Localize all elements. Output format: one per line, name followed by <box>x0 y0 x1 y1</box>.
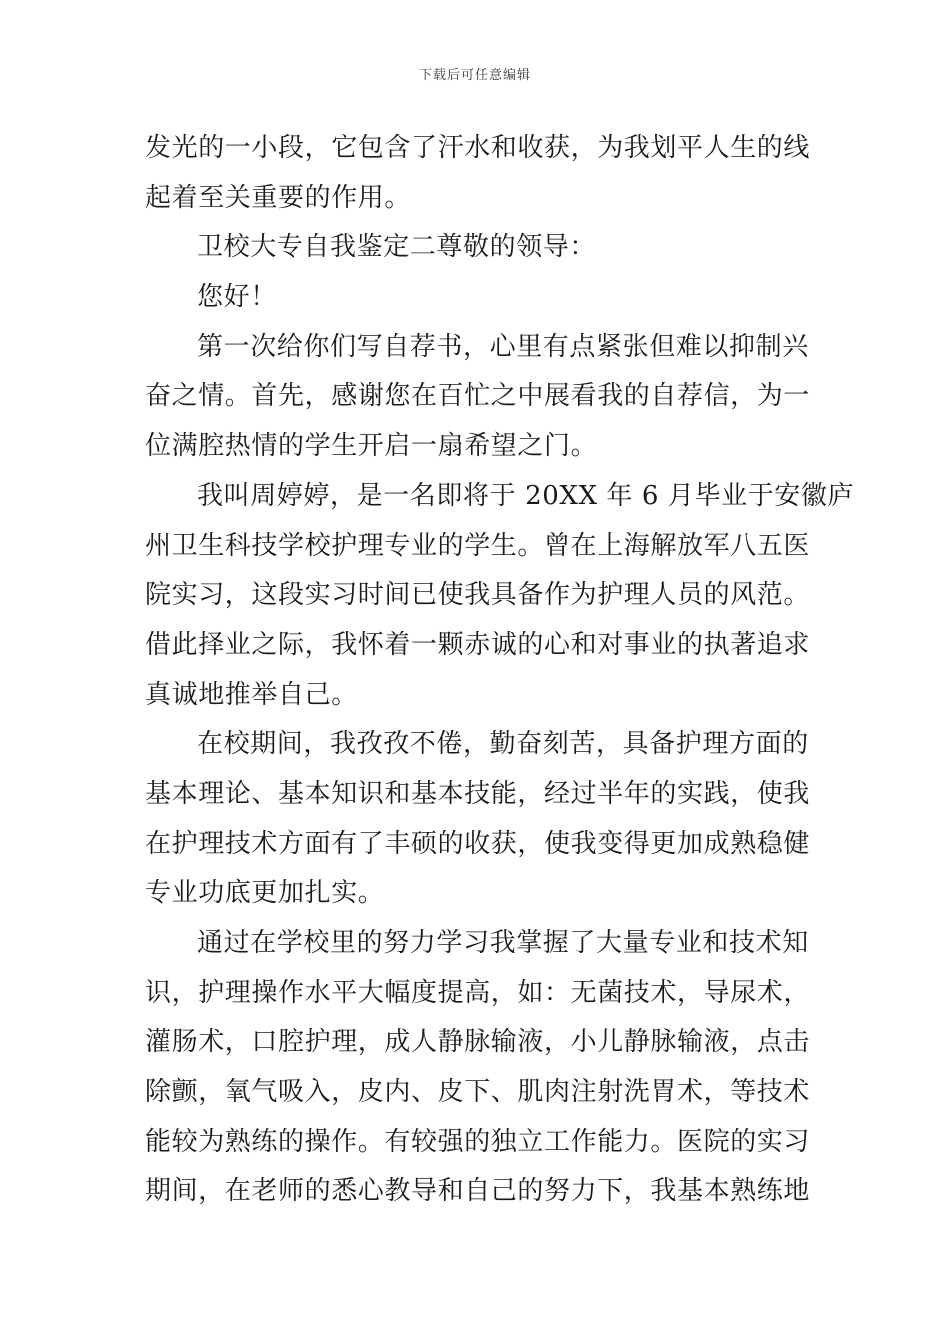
text-line: 起着至关重要的作用。 <box>145 182 412 213</box>
text-line: 借此择业之际，我怀着一颗赤诚的心和对事业的执著追求 <box>145 629 811 660</box>
text-line: 发光的一小段，它包含了汗水和收获，为我划平人生的线 <box>145 133 811 163</box>
document-body <box>145 124 855 1217</box>
text-line: 卫校大专自我鉴定二尊敬的领导： <box>197 232 597 263</box>
text-line: 院实习，这段实习时间已使我具备作为护理人员的风范。 <box>145 580 811 611</box>
text-line: 除颤，氧气吸入，皮内、皮下、肌肉注射洗胃术，等技术 <box>145 1077 811 1108</box>
text-line: 能较为熟练的操作。有较强的独立工作能力。医院的实习 <box>145 1126 811 1157</box>
text-line: 在护理技术方面有了丰硕的收获，使我变得更加成熟稳健 <box>145 828 811 859</box>
text-line: 识，护理操作水平大幅度提高，如：无菌技术，导尿术， <box>145 977 811 1008</box>
text-line: 您好！ <box>197 282 277 313</box>
text-line: 位满腔热情的学生开启一扇希望之门。 <box>145 431 598 462</box>
text-line: 奋之情。首先，感谢您在百忙之中展看我的自荐信，为一 <box>145 381 811 412</box>
header-note: 下载后可任意编辑 <box>418 68 531 83</box>
text-line: 州卫生科技学校护理专业的学生。曾在上海解放军八五医 <box>145 530 811 561</box>
text-line: 通过在学校里的努力学习我掌握了大量专业和技术知 <box>197 928 809 958</box>
text-line: 我叫周婷婷，是一名即将于 20XX 年 6 月毕业于安徽庐 <box>197 480 855 511</box>
text-line: 基本理论、基本知识和基本技能，经过半年的实践，使我 <box>145 778 811 809</box>
text-line: 灌肠术，口腔护理，成人静脉输液，小儿静脉输液，点击 <box>145 1027 811 1058</box>
text-line: 在校期间，我孜孜不倦，勤奋刻苦，具备护理方面的 <box>197 729 809 760</box>
text-line: 专业功底更加扎实。 <box>145 878 385 909</box>
text-line: 第一次给你们写自荐书，心里有点紧张但难以抑制兴 <box>197 331 809 362</box>
text-line: 期间，在老师的悉心教导和自己的努力下，我基本熟练地 <box>145 1176 811 1207</box>
text-line: 真诚地推举自己。 <box>145 679 358 710</box>
